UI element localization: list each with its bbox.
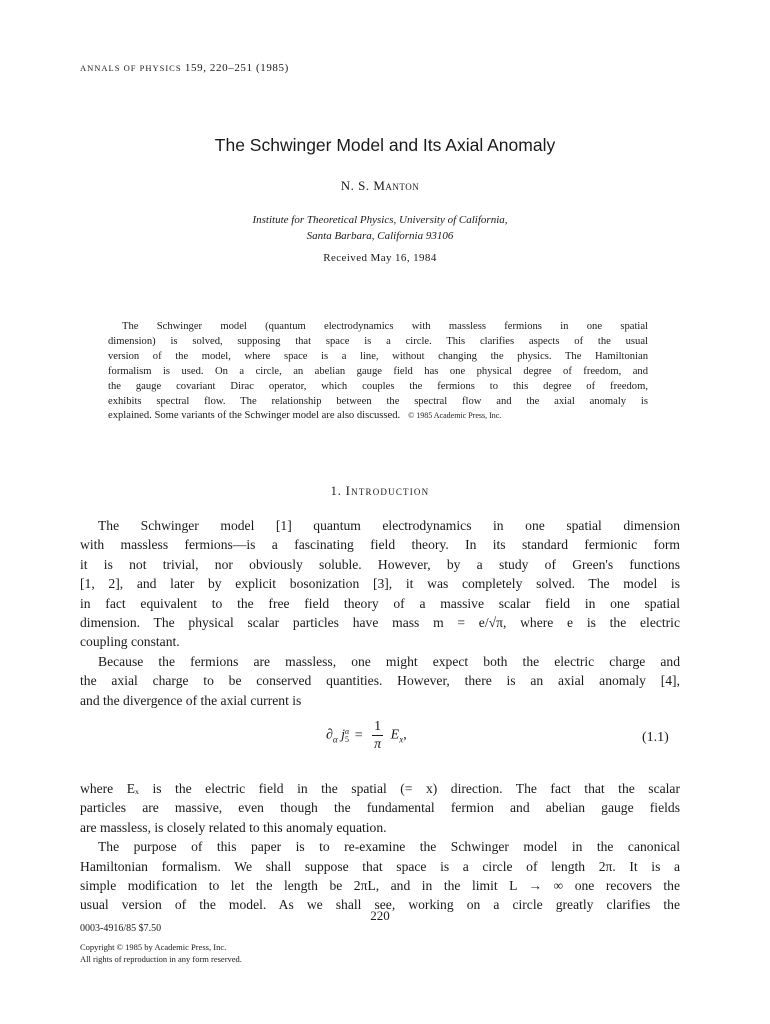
body-line: usual version of the model. As we shall see, working on a circle greatly clarifies the <box>80 897 680 913</box>
journal-volume-pages: 159, 220–251 (1985) <box>184 62 289 74</box>
price-code: 0003-4916/85 $7.50 <box>80 923 162 934</box>
eq-comma: , <box>403 727 407 743</box>
section-title: Introduction <box>345 483 430 498</box>
eq-frac-num: 1 <box>374 719 382 734</box>
abstract-copyright: © 1985 Academic Press, Inc. <box>408 411 502 421</box>
eq-fraction <box>372 718 383 753</box>
body-line: Because the fermions are massless, one might expect both the electric charge and <box>98 653 680 669</box>
eq-efield-sub: x <box>399 734 404 745</box>
equation-1-1 <box>326 718 407 753</box>
abstract-line: version of the model, where space is a line, without changing the physics. The Hamiltonian <box>108 350 648 362</box>
author-text: N. S. Manton <box>340 178 420 193</box>
abstract <box>108 320 648 424</box>
abstract-line: The Schwinger model (quantum electrodynamics with massless fermions in one spatial <box>122 321 648 332</box>
abstract-line: exhibits spectral flow. The relationship between the spectral flow and the axial anomaly is <box>108 395 648 407</box>
equation-number: (1.1) <box>642 730 669 745</box>
body-line: are massless, is closely related to this anomaly equation. <box>80 819 387 835</box>
abstract-last-line <box>108 409 648 424</box>
body-line: [1, 2], and later by explicit bosonization [3], it was completely solved. The model is <box>80 576 680 592</box>
body-line: the axial charge to be conserved quantities. However, there is an axial anomaly [4], <box>80 673 680 689</box>
journal-citation <box>80 62 289 74</box>
affiliation-line-2: Santa Barbara, California 93106 <box>306 230 454 242</box>
affiliation-line-1: Institute for Theoretical Physics, University of California, <box>252 214 508 226</box>
abstract-line: dimension) is solved, supposing that space is a circle. This clarifies aspects of the usual <box>108 335 648 347</box>
eq-efield: E <box>390 727 400 743</box>
copyright-notice <box>80 941 242 965</box>
eq-current-sub: 5 <box>345 734 350 744</box>
body-line: dimension. The physical scalar particles have mass m = e/√π, where e is the electric <box>80 615 680 631</box>
section-heading <box>0 483 760 499</box>
eq-current-indices <box>345 728 349 744</box>
body-line: Hamiltonian formalism. We shall suppose that space is a circle of length 2π. It is a <box>80 858 680 874</box>
eq-partial-sub: α <box>332 734 338 745</box>
author-name <box>0 178 760 194</box>
body-line: particles are massive, even though the fundamental fermion and abelian gauge fields <box>80 800 680 816</box>
journal-name: ANNALS OF PHYSICS <box>80 63 182 73</box>
abstract-line: the gauge covariant Dirac operator, which couples the fermions to this degree of freedom, <box>108 380 648 392</box>
copyright-line-2: All rights of reproduction in any form reserved. <box>80 954 242 964</box>
received-date: Received May 16, 1984 <box>323 252 437 264</box>
eq-current: j <box>341 727 346 743</box>
eq-partial: ∂ <box>326 727 333 743</box>
abstract-line: formalism is used. On a circle, an abelian gauge field has one physical degree of freedom, and <box>108 365 648 377</box>
page-number: 220 <box>370 908 390 923</box>
body-line: it is not trivial, nor obviously soluble. However, by a study of Green's functions <box>80 556 680 572</box>
body-line: The Schwinger model [1] quantum electrodynamics in one spatial dimension <box>98 518 680 533</box>
body-line: and the divergence of the axial current is <box>80 692 302 708</box>
body-text-top <box>80 516 680 710</box>
paper-title: The Schwinger Model and Its Axial Anomaly <box>214 135 556 155</box>
eq-current-sup: α <box>345 726 350 736</box>
body-line: simple modification to let the length be 2πL, and in the limit L → ∞ one recovers the <box>80 878 680 894</box>
abstract-line: explained. Some variants of the Schwinger model are also discussed. <box>108 410 401 422</box>
body-line: The purpose of this paper is to re-examine the Schwinger model in the canonical <box>98 839 680 855</box>
body-text-bottom <box>80 779 680 915</box>
eq-frac-den: π <box>374 737 382 752</box>
body-line: coupling constant. <box>80 634 180 650</box>
affiliation <box>0 212 760 244</box>
eq-equals: = <box>354 727 363 743</box>
body-line: where Eₓ is the electric field in the spatial (= x) direction. The fact that the scalar <box>80 781 680 796</box>
section-number: 1. <box>330 484 342 498</box>
body-line: with massless fermions—is a fascinating field theory. In its standard fermionic form <box>80 537 680 553</box>
copyright-line-1: Copyright © 1985 by Academic Press, Inc. <box>80 942 227 952</box>
body-line: in fact equivalent to the free field theory of a massive scalar field in one spatial <box>80 595 680 611</box>
